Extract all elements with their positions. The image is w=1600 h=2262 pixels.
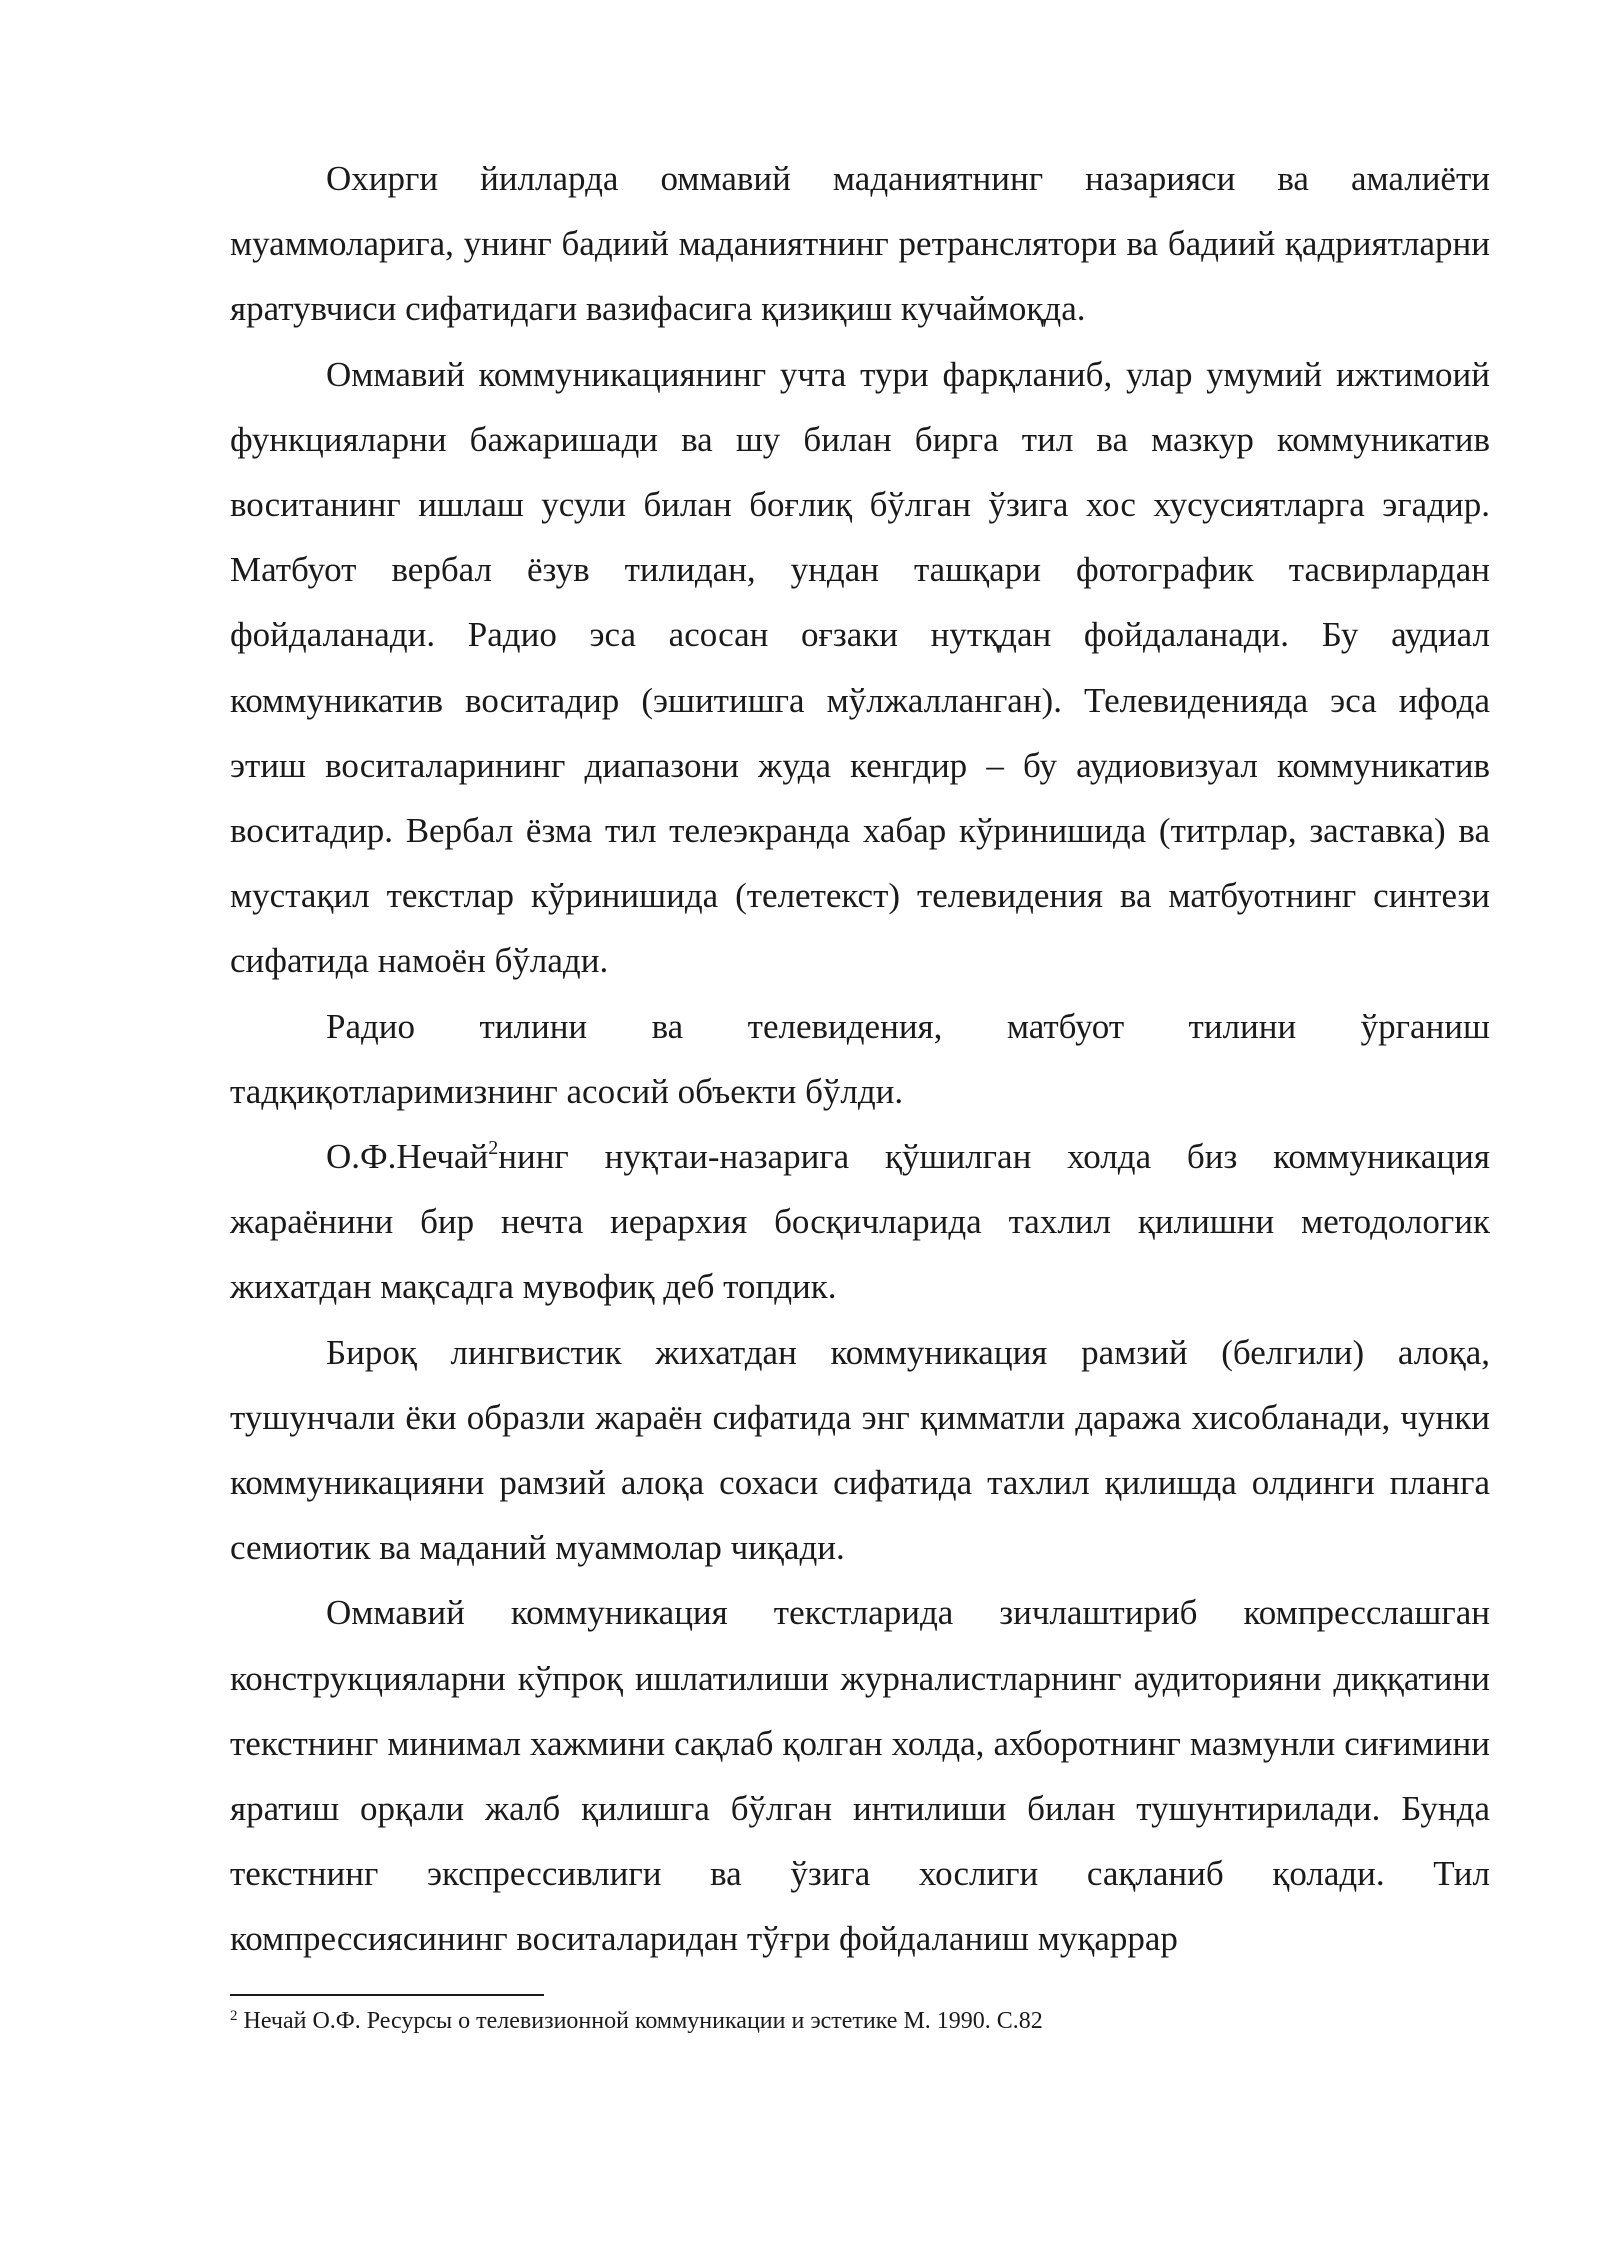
body-text [230, 146, 1490, 1972]
footnote-text: Нечай О.Ф. Ресурсы о телевизионной коммуникации и эстетике М. 1990. С.82 [237, 2008, 1043, 2034]
paragraph-linguistic-aspect: Бироқ лингвистик жихатдан коммуникация рамзий (белгили) алоқа, тушунчали ёки образли жараён сифатида энг қимматли даража хисобланади, чунки коммуникацияни рамзий алоқа сохаси сифатида тахлил қилишда олдинги планга семиотик ва маданий муаммолар чиқади. [230, 1332, 1490, 1568]
paragraph-nechai-lead: О.Ф.Нечай [326, 1137, 489, 1177]
paragraph-nechai-view [230, 1124, 1490, 1320]
paragraph-communication-types: Оммавий коммуникациянинг учта тури фарқланиб, улар умумий ижтимоий функцияларни бажаришади ва шу билан бирга тил ва мазкур коммуникатив воситанинг ишлаш усули билан боғлиқ бўлган ўзига хос хусусиятларга эгадир. Матбуот вербал ёзув тилидан, ундан ташқари фотографик тасвирлардан фойдаланади. Радио эса асосан оғзаки нутқдан фойдаланади. Бу аудиал коммуникатив воситадир (эшитишга мўлжалланган). Телевиденияда эса ифода этиш воситаларининг диапазони жуда кенгдир – бу аудиовизуал коммуникатив воситадир. Вербал ёзма тил телеэкранда хабар кўринишида (титрлар, заставка) ва мустақил текстлар кўринишида (телетекст) телевидения ва матбуотнинг синтези сифатида намоён бўлади. [230, 354, 1490, 981]
footnote-reference: 2 [488, 1137, 499, 1160]
paragraph-research-object: Радио тилини ва телевидения, матбуот тилини ўрганиш тадқиқотларимизнинг асосий объекти бўлди. [230, 1006, 1490, 1111]
footnote-number: 2 [230, 2008, 238, 2024]
paragraph-nechai-rest: нинг нуқтаи-назарига қўшилган холда биз коммуникация жараёнини бир нечта иерархия босқичларида тахлил қилишни методологик жихатдан мақсадга мувофиқ деб топдик. [230, 1137, 1490, 1307]
footnote-separator [230, 1994, 544, 1996]
paragraph-compression: Оммавий коммуникация текстларида зичлаштириб компресслашган конструкцияларни кўпроқ ишлатилиши журналистларнинг аудиторияни диққатини текстнинг минимал хажмини сақлаб қолган холда, ахборотнинг мазмунли сиғимини яратиш орқали жалб қилишга бўлган интилиши билан тушунтирилади. Бунда текстнинг экспрессивлиги ва ўзига хослиги сақланиб қолади. Тил компрессиясининг воситаларидан тўғри фойдаланиш муқаррар [230, 1593, 1490, 1959]
footnote [230, 2006, 1490, 2036]
paragraph-mass-culture: Охирги йилларда оммавий маданиятнинг назарияси ва амалиёти муаммоларига, унинг бадиий маданиятнинг ретранслятори ва бадиий қадриятларни яратувчиси сифатидаги вазифасига қизиқиш кучаймоқда. [230, 159, 1490, 329]
